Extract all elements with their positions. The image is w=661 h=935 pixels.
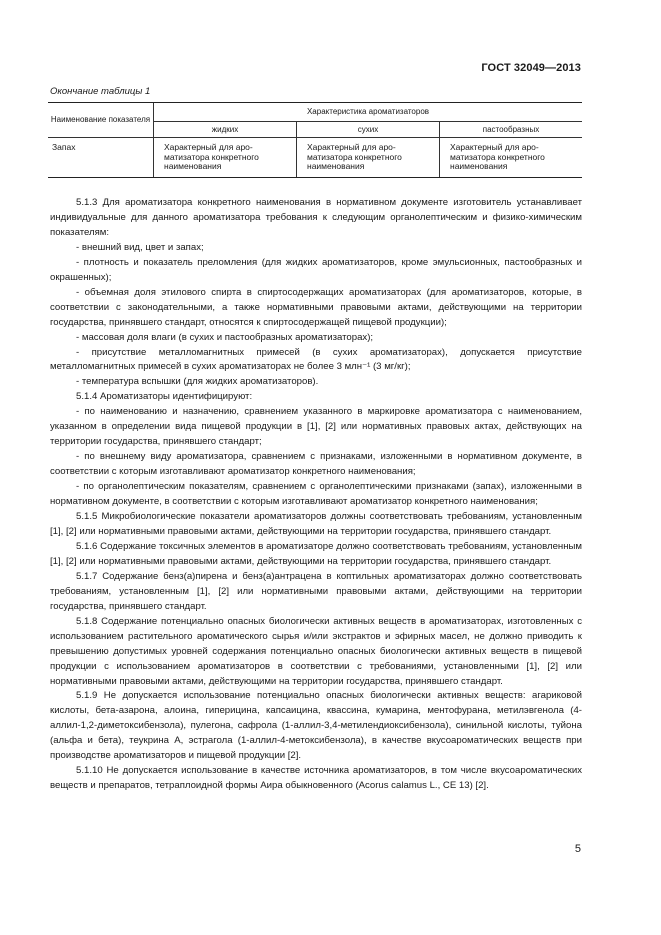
page-number: 5 (574, 843, 581, 855)
table-caption: Окончание таблицы 1 (50, 86, 151, 97)
table-cell: Характерный для аро-матизатора конкретного наименования (297, 138, 440, 178)
list-item: - плотность и показатель преломления (для жидких ароматизаторов, кроме эмульсионных, пастообразных и окрашенных); (50, 256, 582, 283)
table-subheader: сухих (297, 121, 440, 137)
list-item: - массовая доля влаги (в сухих и пастообразных ароматизаторах); (76, 331, 374, 343)
paragraph: 5.1.4 Ароматизаторы идентифицируют: (76, 391, 253, 403)
paragraph: 5.1.3 Для ароматизатора конкретного наименования в нормативном документе изготовитель устанавливает индивидуальные для данного ароматизатора требования к следующим органолептическим и физико-химическим показателям: (50, 197, 582, 238)
list-item: - по органолептическим показателям, сравнением с органолептическими признаками (запах), изложенными в нормативном документе, в соответствии с которым изготавливают ароматизатор конкретного наименования; (50, 481, 582, 508)
list-item: - объемная доля этилового спирта в спиртосодержащих ароматизаторах (для ароматизаторов, которые, в соответствии с законодательными, а также нормативными правовыми актами, действующими на территории государства, принявшего стандарт, относятся к спиртосодержащей пищевой продукции); (50, 286, 582, 328)
spec-table (48, 102, 582, 178)
list-item: - внешний вид, цвет и запах; (76, 241, 204, 253)
paragraph: 5.1.9 Не допускается использование потенциально опасных биологически активных веществ: агариковой кислоты, бета-азарона, алоина, гиперицина, капсаицина, квассина, кумарина, ментофурана, метилэвгенола (4-аллил-1,2-диметоксибензола), пулегона, сафрола (1-аллил-3,4-метилендиоксибензола), синильной кислоты, туйона (альфа и бета), теукрина А, эстрагола (1-аллил-4-метоксибензола), в качестве вкусоароматических веществ при производстве ароматизаторов и пищевой продукции [2]. (50, 690, 582, 762)
table-header-group: Характеристика ароматизаторов (154, 103, 583, 122)
standard-header: ГОСТ 32049—2013 (481, 62, 581, 74)
table-row-name: Запах (48, 138, 154, 178)
table-subheader: жидких (154, 121, 297, 137)
list-item: - по наименованию и назначению, сравнением указанного в маркировке ароматизатора с наименованием, указанном в определении вида пищевой продукции в [1], [2] или нормативных правовых актах, действующих на территории государства, принявшего стандарт; (50, 406, 582, 448)
paragraph: 5.1.6 Содержание токсичных элементов в ароматизаторе должно соответствовать требованиям, установленным [1], [2] или нормативными правовыми актами, действующими на территории государства, принявшего стандарт. (50, 540, 582, 567)
list-item: - по внешнему виду ароматизатора, сравнением с признаками, изложенными в нормативном документе, в соответствии с которым изготавливают ароматизатор конкретного наименования; (50, 451, 582, 478)
paragraph: 5.1.10 Не допускается использование в качестве источника ароматизаторов, в том числе вкусоароматических веществ и препаратов, тетраплоидной формы Аира обыкновенного (Acorus calamus L., CE 13) [2]. (50, 765, 582, 792)
table-cell: Характерный для аро-матизатора конкретного наименования (440, 138, 583, 178)
list-item: - температура вспышки (для жидких ароматизаторов). (76, 376, 319, 388)
table-cell: Характерный для аро-матизатора конкретного наименования (154, 138, 297, 178)
paragraph: 5.1.5 Микробиологические показатели ароматизаторов должны соответствовать требованиям, установленным [1], [2] или нормативными правовыми актами, действующими на территории государства, принявшего стандарт. (50, 511, 582, 537)
paragraph: 5.1.8 Содержание потенциально опасных биологически активных веществ в ароматизаторах, изготовленных с использованием растительного ароматического сырья и/или экстрактов и эфирных масел, не должно приводить к превышению допустимых уровней содержания потенциально опасных биологически активных веществ в пищевой продукции с использованием ароматизаторов в соответствии с требованиями, установленными [1], [2] или нормативными правовыми актами, действующими на территории государства, принявшего стандарт. (50, 615, 582, 687)
body-text (50, 196, 582, 794)
table-header-name: Наименование показателя (48, 103, 154, 138)
list-item: - присутствие металломагнитных примесей (в сухих ароматизаторах), допускается присутствие металломагнитных примесей в сухих ароматизаторах не более 3 млн⁻¹ (3 мг/кг); (50, 346, 582, 373)
table-subheader: пастообразных (440, 121, 583, 137)
paragraph: 5.1.7 Содержание бенз(а)пирена и бенз(а)антрацена в коптильных ароматизаторах должно соответствовать требованиям, установленным [1], [2] или нормативными правовыми актами, действующими на территории государства, принявшего стандарт. (50, 570, 582, 612)
